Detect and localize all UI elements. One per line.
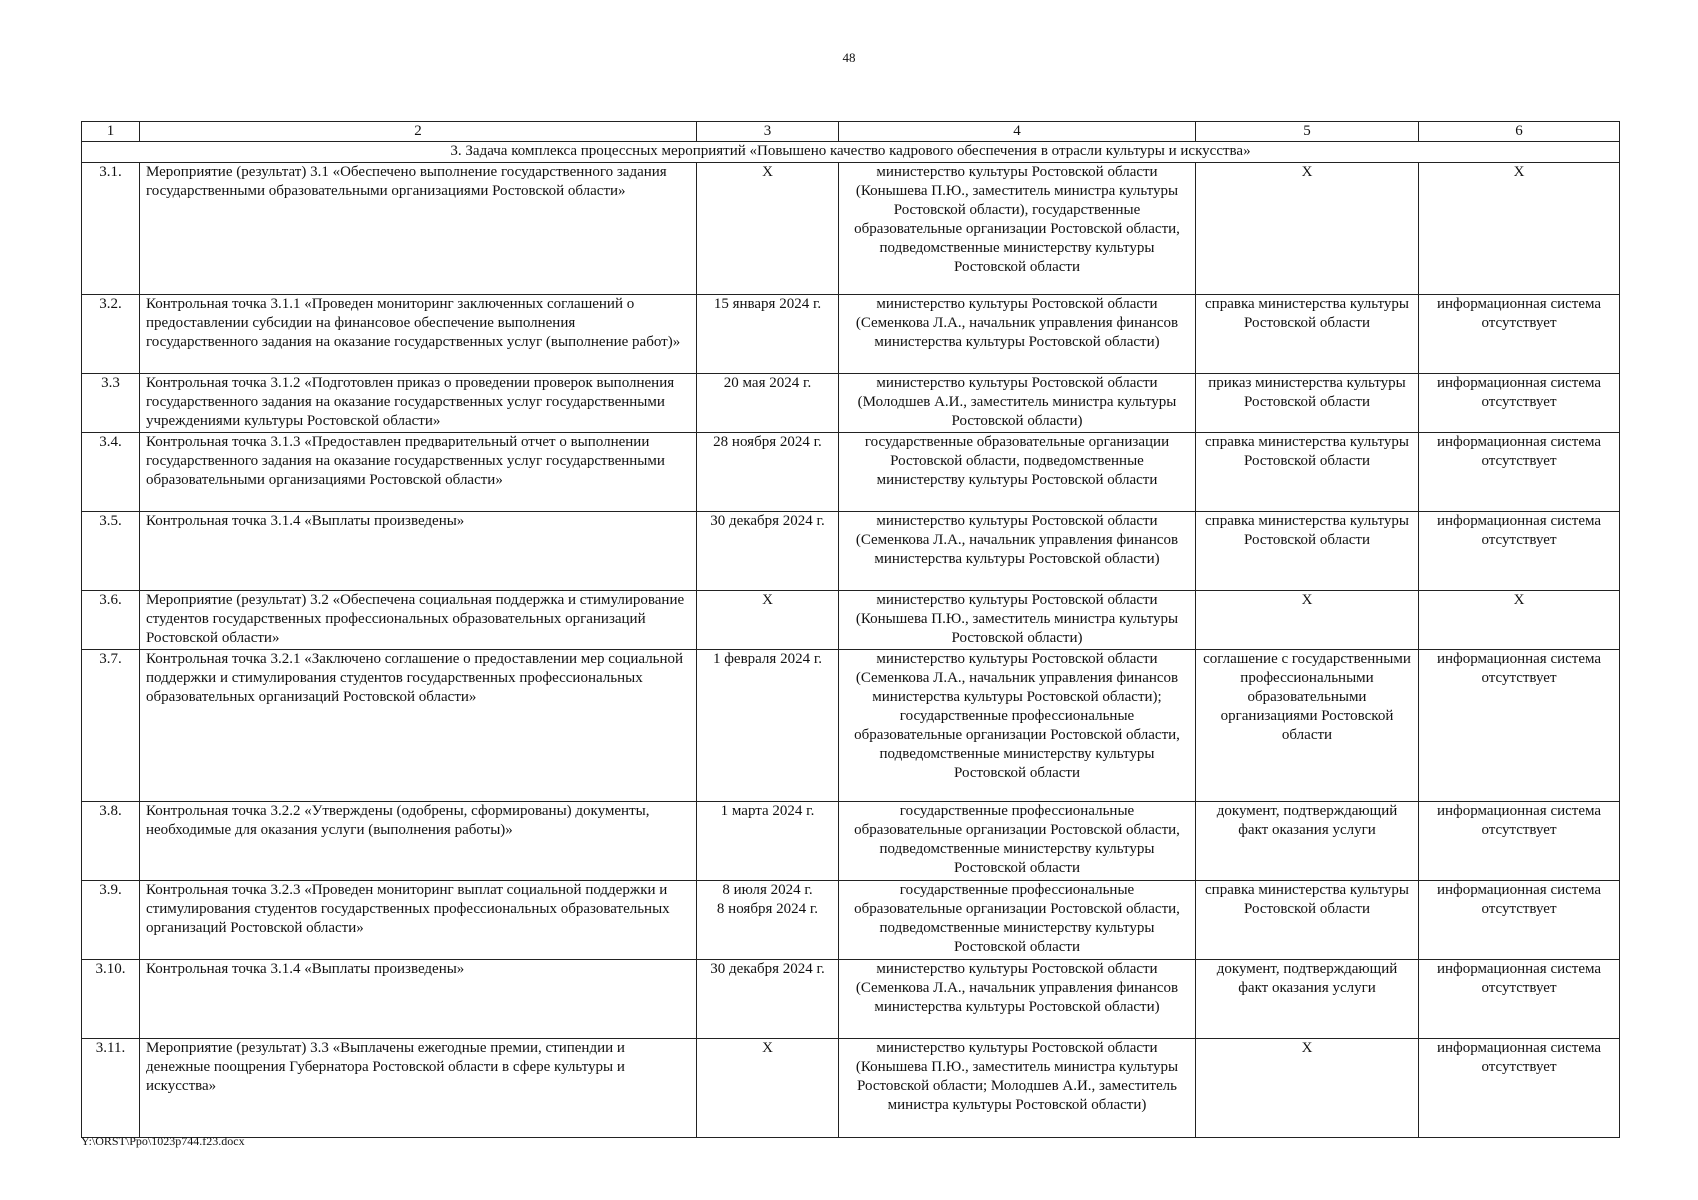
- row-number: 3.5.: [82, 512, 140, 591]
- row-responsible: министерство культуры Ростовской области (Семенкова Л.А., начальник управления финансов министерства культуры Ростовской области): [839, 960, 1196, 1039]
- row-document: Х: [1196, 1039, 1419, 1138]
- header-cell: 3: [697, 122, 839, 142]
- row-info-system: информационная система отсутствует: [1419, 881, 1620, 960]
- table-row: [82, 591, 1620, 650]
- table-row: [82, 374, 1620, 433]
- row-date: Х: [697, 591, 839, 650]
- table-row: [82, 650, 1620, 802]
- row-date: Х: [697, 163, 839, 295]
- task-row: [82, 142, 1620, 163]
- table-row: [82, 433, 1620, 512]
- row-responsible: министерство культуры Ростовской области (Конышева П.Ю., заместитель министра культуры Ростовской области; Молодшев А.И., заместитель министра культуры Ростовской области): [839, 1039, 1196, 1138]
- row-event-name: Мероприятие (результат) 3.3 «Выплачены ежегодные премии, стипендии и денежные поощрения Губернатора Ростовской области в сфере культуры и искусства»: [140, 1039, 697, 1138]
- row-responsible: государственные профессиональные образовательные организации Ростовской области, подведомственные министерству культуры Ростовской области: [839, 881, 1196, 960]
- row-event-name: Контрольная точка 3.1.1 «Проведен мониторинг заключенных соглашений о предоставлении субсидии на финансовое обеспечение выполнения государственного задания на оказание государственных услуг (выполнение работ)»: [140, 295, 697, 374]
- row-number: 3.1.: [82, 163, 140, 295]
- row-document: приказ министерства культуры Ростовской области: [1196, 374, 1419, 433]
- row-event-name: Контрольная точка 3.2.1 «Заключено соглашение о предоставлении мер социальной поддержки и стимулирования студентов государственных профессиональных образовательных организаций Ростовской области»: [140, 650, 697, 802]
- row-info-system: информационная система отсутствует: [1419, 512, 1620, 591]
- row-responsible: министерство культуры Ростовской области (Семенкова Л.А., начальник управления финансов министерства культуры Ростовской области): [839, 512, 1196, 591]
- table-row: [82, 1039, 1620, 1138]
- row-document: Х: [1196, 591, 1419, 650]
- row-info-system: Х: [1419, 163, 1620, 295]
- row-date: 1 февраля 2024 г.: [697, 650, 839, 802]
- header-cell: 5: [1196, 122, 1419, 142]
- row-info-system: информационная система отсутствует: [1419, 374, 1620, 433]
- row-date: 15 января 2024 г.: [697, 295, 839, 374]
- row-info-system: информационная система отсутствует: [1419, 295, 1620, 374]
- row-event-name: Мероприятие (результат) 3.1 «Обеспечено выполнение государственного задания государственными образовательными организациями Ростовской области»: [140, 163, 697, 295]
- row-number: 3.6.: [82, 591, 140, 650]
- row-responsible: государственные образовательные организации Ростовской области, подведомственные министерству культуры Ростовской области: [839, 433, 1196, 512]
- table-row: [82, 960, 1620, 1039]
- row-date: 1 марта 2024 г.: [697, 802, 839, 881]
- row-event-name: Контрольная точка 3.1.4 «Выплаты произведены»: [140, 512, 697, 591]
- row-document: документ, подтверждающий факт оказания услуги: [1196, 802, 1419, 881]
- header-cell: 4: [839, 122, 1196, 142]
- row-event-name: Контрольная точка 3.1.4 «Выплаты произведены»: [140, 960, 697, 1039]
- row-date: 30 декабря 2024 г.: [697, 960, 839, 1039]
- row-date: 20 мая 2024 г.: [697, 374, 839, 433]
- footer-file-path: Y:\ORST\Ppo\1023p744.f23.docx: [81, 1134, 245, 1148]
- header-cell: 6: [1419, 122, 1620, 142]
- row-document: документ, подтверждающий факт оказания услуги: [1196, 960, 1419, 1039]
- row-info-system: информационная система отсутствует: [1419, 802, 1620, 881]
- row-responsible: министерство культуры Ростовской области (Семенкова Л.А., начальник управления финансов министерства культуры Ростовской области): [839, 295, 1196, 374]
- row-number: 3.2.: [82, 295, 140, 374]
- row-document: справка министерства культуры Ростовской области: [1196, 433, 1419, 512]
- row-info-system: информационная система отсутствует: [1419, 433, 1620, 512]
- row-number: 3.9.: [82, 881, 140, 960]
- row-event-name: Контрольная точка 3.2.2 «Утверждены (одобрены, сформированы) документы, необходимые для оказания услуги (выполнения работы)»: [140, 802, 697, 881]
- row-info-system: информационная система отсутствует: [1419, 650, 1620, 802]
- row-number: 3.3: [82, 374, 140, 433]
- row-event-name: Контрольная точка 3.1.2 «Подготовлен приказ о проведении проверок выполнения государственного задания на оказание государственных услуг государственными учреждениями культуры Ростовской области»: [140, 374, 697, 433]
- table-row: [82, 163, 1620, 295]
- row-date: 30 декабря 2024 г.: [697, 512, 839, 591]
- table-row: [82, 802, 1620, 881]
- page-number: 48: [842, 50, 856, 65]
- row-document: справка министерства культуры Ростовской области: [1196, 881, 1419, 960]
- header-cell: 1: [82, 122, 140, 142]
- row-date: 28 ноября 2024 г.: [697, 433, 839, 512]
- row-responsible: государственные профессиональные образовательные организации Ростовской области, подведомственные министерству культуры Ростовской области: [839, 802, 1196, 881]
- row-info-system: Х: [1419, 591, 1620, 650]
- row-number: 3.4.: [82, 433, 140, 512]
- row-event-name: Контрольная точка 3.1.3 «Предоставлен предварительный отчет о выполнении государственного задания на оказание государственных услуг государственными образовательными организациями Ростовской области»: [140, 433, 697, 512]
- table-row: [82, 295, 1620, 374]
- row-responsible: министерство культуры Ростовской области (Молодшев А.И., заместитель министра культуры Ростовской области): [839, 374, 1196, 433]
- task-title: 3. Задача комплекса процессных мероприятий «Повышено качество кадрового обеспечения в отрасли культуры и искусства»: [82, 142, 1620, 163]
- row-date: Х: [697, 1039, 839, 1138]
- row-number: 3.11.: [82, 1039, 140, 1138]
- plan-table: [81, 121, 1620, 1138]
- table-row: [82, 512, 1620, 591]
- row-date: 8 июля 2024 г. 8 ноября 2024 г.: [697, 881, 839, 960]
- row-document: соглашение с государственными профессиональными образовательными организациями Ростовской области: [1196, 650, 1419, 802]
- table-row: [82, 881, 1620, 960]
- row-document: справка министерства культуры Ростовской области: [1196, 512, 1419, 591]
- row-number: 3.8.: [82, 802, 140, 881]
- row-document: Х: [1196, 163, 1419, 295]
- row-info-system: информационная система отсутствует: [1419, 1039, 1620, 1138]
- row-info-system: информационная система отсутствует: [1419, 960, 1620, 1039]
- row-number: 3.7.: [82, 650, 140, 802]
- row-number: 3.10.: [82, 960, 140, 1039]
- row-responsible: министерство культуры Ростовской области (Конышева П.Ю., заместитель министра культуры Ростовской области), государственные образовательные организации Ростовской области, подведомственные министерству культуры Ростовской области: [839, 163, 1196, 295]
- header-cell: 2: [140, 122, 697, 142]
- row-document: справка министерства культуры Ростовской области: [1196, 295, 1419, 374]
- row-responsible: министерство культуры Ростовской области (Конышева П.Ю., заместитель министра культуры Ростовской области): [839, 591, 1196, 650]
- row-event-name: Мероприятие (результат) 3.2 «Обеспечена социальная поддержка и стимулирование студентов государственных профессиональных образовательных организаций Ростовской области»: [140, 591, 697, 650]
- header-row: [82, 122, 1620, 142]
- row-responsible: министерство культуры Ростовской области (Семенкова Л.А., начальник управления финансов министерства культуры Ростовской области); государственные профессиональные образовательные организации Ростовской области, подведомственные министерству культуры Ростовской области: [839, 650, 1196, 802]
- row-event-name: Контрольная точка 3.2.3 «Проведен мониторинг выплат социальной поддержки и стимулирования студентов государственных профессиональных образовательных организаций Ростовской области»: [140, 881, 697, 960]
